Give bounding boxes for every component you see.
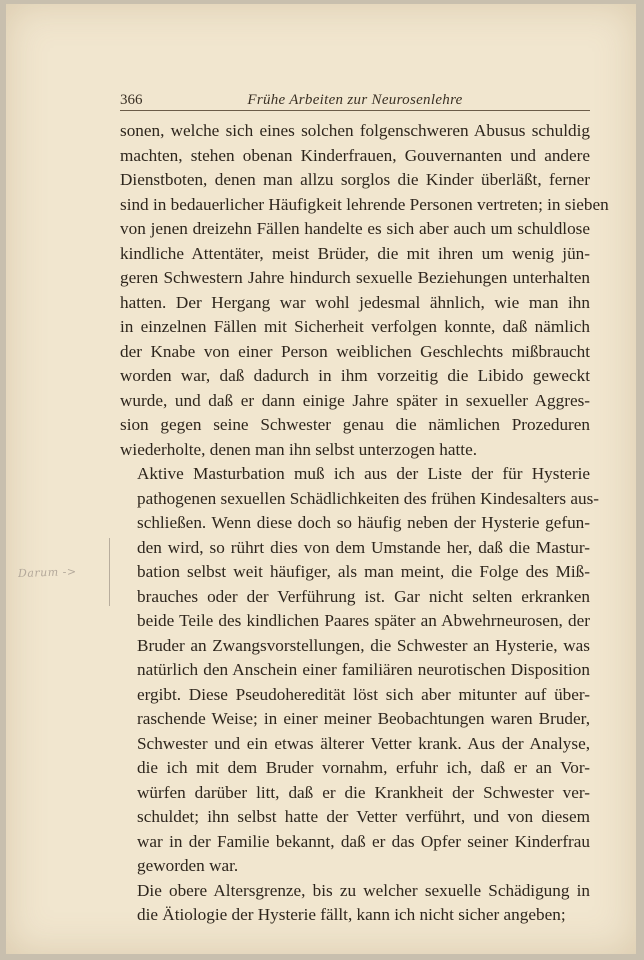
paragraph xyxy=(120,879,590,928)
paragraph xyxy=(120,462,599,879)
text-line: sonen, welche sich eines solchen folgenschweren Abusus schuldig xyxy=(120,121,590,140)
text-line: von jenen dreizehn Fällen handelte es sich aber auch um schuldlose xyxy=(120,219,590,238)
text-line: die Ätiologie der Hysterie fällt, kann ich nicht sicher angeben; xyxy=(137,905,566,924)
margin-annotation: Darum -> xyxy=(17,564,77,581)
text-line: wurde, und daß er dann einige Jahre später in sexueller Aggres- xyxy=(120,390,590,410)
text-line: hatten. Der Hergang war wohl jedesmal ähnlich, wie man ihn xyxy=(120,292,590,312)
text-line: wiederholte, denen man ihn selbst unterzogen hatte. xyxy=(120,439,478,459)
text-line: in einzelnen Fällen mit Sicherheit verfolgen konnte, daß nämlich xyxy=(120,317,590,336)
text-line: würfen darüber litt, daß er die Krankheit der Schwester ver- xyxy=(137,782,590,802)
header-rule xyxy=(120,110,590,111)
book-page xyxy=(6,4,636,954)
text-line: war in der Familie bekannt, daß er das Opfer seiner Kinderfrau xyxy=(137,831,590,851)
text-line: Dienstboten, denen man allzu sorglos die Kinder überläßt, ferner xyxy=(120,170,590,189)
running-title: Frühe Arbeiten zur Neurosenlehre xyxy=(247,92,463,108)
text-line: Die obere Altersgrenze, bis zu welcher sexuelle Schädigung in xyxy=(137,880,590,900)
body-text xyxy=(120,119,609,928)
text-line: worden war, daß dadurch in ihm vorzeitig die Libido geweckt xyxy=(120,366,590,385)
page-number: 366 xyxy=(120,92,143,108)
text-line: bation selbst weit häufiger, als man meint, die Folge des Miß- xyxy=(137,562,590,581)
text-line: brauches oder der Verführung ist. Gar nicht selten erkranken xyxy=(137,586,590,606)
text-line: Aktive Masturbation muß ich aus der Liste der für Hysterie xyxy=(137,464,590,483)
text-line: machten, stehen obenan Kinderfrauen, Gouvernanten und andere xyxy=(120,145,590,165)
text-line: natürlich den Anschein einer familiären neurotischen Disposition xyxy=(137,660,590,679)
text-line: geren Schwestern Jahre hindurch sexuelle Beziehungen unterhalten xyxy=(120,268,590,287)
text-line: sind in bedauerlicher Häufigkeit lehrende Personen vertreten; in sieben xyxy=(120,194,609,214)
text-line: den wird, so rührt dies von dem Umstande her, daß die Mastur- xyxy=(137,537,590,557)
text-line: der Knabe von einer Person weiblichen Geschlechts mißbraucht xyxy=(120,341,590,361)
paragraph xyxy=(120,119,609,462)
text-line: sion gegen seine Schwester genau die nämlichen Prozeduren xyxy=(120,415,590,434)
text-line: beide Teile des kindlichen Paares später an Abwehrneurosen, der xyxy=(137,611,590,630)
text-line: raschende Weise; in einer meiner Beobachtungen waren Bruder, xyxy=(137,709,590,728)
text-line: kindliche Attentäter, meist Brüder, die mit ihren um wenig jün- xyxy=(120,243,590,263)
text-line: Schwester und ein etwas älterer Vetter krank. Aus der Analyse, xyxy=(137,733,590,753)
text-line: geworden war. xyxy=(137,856,239,875)
margin-pencil-mark xyxy=(109,538,110,606)
text-line: pathogenen sexuellen Schädlichkeiten des frühen Kindesalters aus- xyxy=(137,488,599,508)
text-line: die ich mit dem Bruder vornahm, erfuhr ich, daß er an Vor- xyxy=(137,758,590,777)
text-line: schließen. Wenn diese doch so häufig neben der Hysterie gefun- xyxy=(137,513,590,532)
text-line: ergibt. Diese Pseudoheredität löst sich aber mitunter auf über- xyxy=(137,684,590,704)
text-line: schuldet; ihn selbst hatte der Vetter verführt, und von diesem xyxy=(137,807,590,826)
running-head xyxy=(120,92,590,112)
text-line: Bruder an Zwangsvorstellungen, die Schwester an Hysterie, was xyxy=(137,635,590,655)
